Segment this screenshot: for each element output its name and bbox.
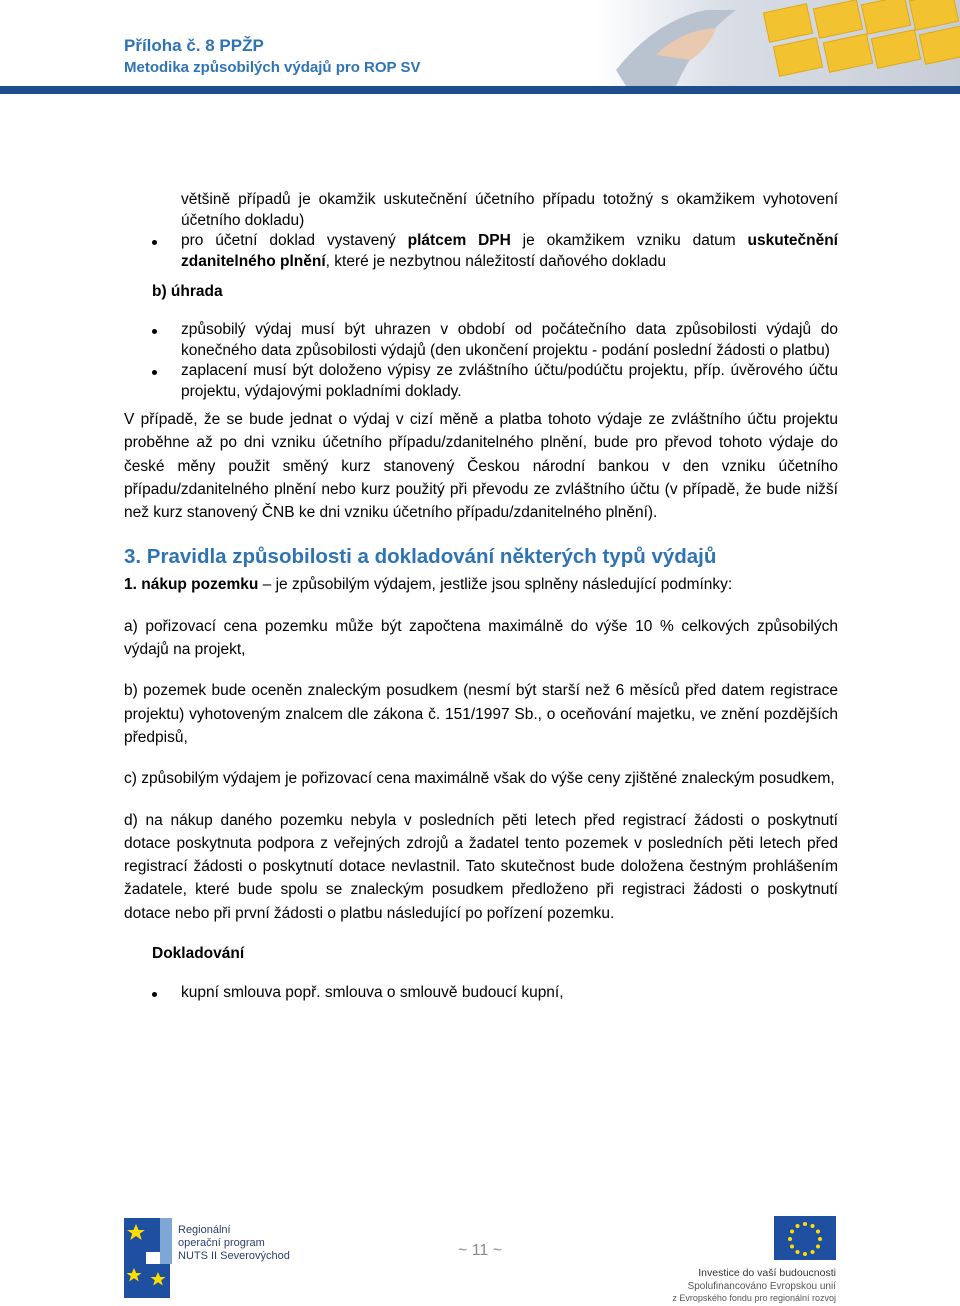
bold-term: uskutečnění zdanitelného plnění (181, 232, 838, 270)
list-item (124, 983, 838, 1004)
bullet-icon (152, 329, 157, 334)
condition-d: d) na nákup daného pozemku nebyla v posledních pěti letech před registrací žádosti o poskytnutí dotace poskytnuta podpora z veřejných zdrojů a žadatel tento pozemek v posledních pěti letech před registrací žádosti o poskytnutí dotace nevlastnil. Tato skutečnost bude doložena čestným prohlášením žadatele, které bude spolu se znaleckým posudkem předloženo při registraci žádosti o poskytnutí dotace nebo při první žádosti o platbu následující po pořízení pozemku. (124, 811, 838, 922)
bold-term: 1. nákup pozemku (124, 576, 259, 594)
header-subtitle: Metodika způsobilých výdajů pro ROP SV (124, 59, 421, 76)
eu-text-line: Spolufinancováno Evropskou unií (687, 1281, 836, 1292)
bullet-icon (152, 992, 157, 997)
list-item (124, 320, 838, 361)
currency-paragraph: V případě, že se bude jednat o výdaj v cizí měně a platba tohoto výdaje ze zvláštního účtu projektu proběhne až po dni vzniku účetního případu/zdanitelného plnění, bude pro převod tohoto výdaje do české měny použit směný kurz stanovený Českou národní bankou v den vzniku účetního případu/zdanitelného plnění nebo kurz použitý při převodu ze zvláštního účtu (v případě, že bude nižší než kurz stanovený ČNB ke dni vzniku účetního případu/zdanitelného plnění). (124, 411, 838, 522)
bullet-icon (152, 370, 157, 375)
dokladovani-heading: Dokladování (152, 945, 245, 963)
section-heading: 3. Pravidla způsobilosti a dokladování některých typů výdajů (124, 545, 717, 569)
page-number: ~ 11 ~ (457, 1242, 503, 1259)
nakup-paragraph (124, 573, 838, 596)
eu-text-line: z Evropského fondu pro regionální rozvoj (672, 1293, 836, 1303)
logo-text-line: operační program (178, 1237, 265, 1249)
condition-c: c) způsobilým výdajem je pořizovací cena maximálně však do výše ceny zjištěné znaleckým posudkem, (124, 770, 835, 788)
logo-text-line: Regionální (178, 1224, 231, 1236)
logo-text-line: NUTS II Severovýchod (178, 1250, 290, 1262)
page-content (124, 190, 838, 1004)
eu-logo (656, 1216, 840, 1304)
list-item (124, 361, 838, 402)
bullet-text: je okamžikem vzniku datum (510, 232, 748, 249)
bullet-text: zaplacení musí být doloženo výpisy ze zvláštního účtu/podúčtu projektu, příp. úvěrového účtu projektu, výdajovými pokladními doklady. (181, 362, 838, 400)
condition-b: b) pozemek bude oceněn znaleckým posudkem (nesmí být starší než 6 měsíců před datem registrace projektu) vyhotoveným znalcem dle zákona č. 151/1997 Sb., o oceňování majetku, ve znění pozdějších předpisů, (124, 682, 838, 746)
page-header (0, 0, 960, 96)
bullet-text: způsobilý výdaj musí být uhrazen v období od počátečního data způsobilosti výdajů do konečného data způsobilosti výdajů (den ukončení projektu - podání poslední žádosti o platbu) (181, 321, 838, 359)
list-item (124, 231, 838, 272)
condition-a: a) pořizovací cena pozemku může být započtena maximálně do výše 10 % celkových způsobilých výdajů na projekt, (124, 617, 838, 659)
bullet-icon (152, 240, 157, 245)
header-banner-image (596, 0, 960, 86)
vat-bullet-list (124, 231, 838, 272)
bold-term: plátcem DPH (407, 232, 511, 249)
eu-text-line: Investice do vaší budoucnosti (698, 1267, 836, 1279)
uhrada-bullet-list (124, 320, 838, 402)
bullet-text: pro účetní doklad vystavený (181, 232, 408, 249)
header-rule (0, 86, 960, 94)
uhrada-heading: b) úhrada (152, 283, 223, 300)
continued-text: většině případů je okamžik uskutečnění účetního případu totožný s okamžikem vyhotovení účetního dokladu) (181, 191, 838, 229)
bullet-text: kupní smlouva popř. smlouva o smlouvě budoucí kupní, (181, 984, 564, 1002)
header-title: Příloha č. 8 PPŽP (124, 36, 264, 55)
bullet-text: , které je nezbytnou náležitostí daňového dokladu (325, 252, 667, 270)
dokladovani-bullet-list (124, 983, 838, 1004)
paragraph-text: – je způsobilým výdajem, jestliže jsou splněny následující podmínky: (258, 576, 733, 594)
